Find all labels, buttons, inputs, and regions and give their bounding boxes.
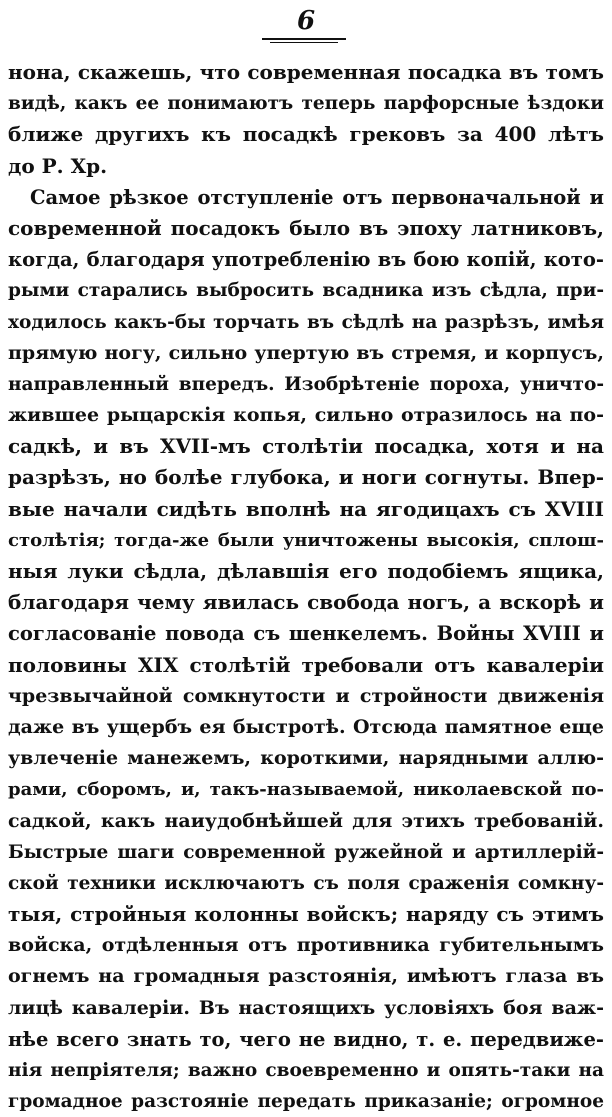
page-number: 6 bbox=[296, 6, 316, 36]
text-line: огнемъ на громадныя разстоянія, имѣютъ глаза въ bbox=[8, 965, 604, 988]
text-line: Самое рѣзкое отступленіе отъ первоначальной и bbox=[30, 185, 604, 209]
text-line: чрезвычайной сомкнутости и стройности движенія bbox=[8, 684, 604, 707]
text-line: половины XIX столѣтій требовали отъ кавалеріи bbox=[8, 652, 604, 677]
text-line: садкой, какъ наиудобнѣйшей для этихъ требованій. bbox=[8, 809, 604, 832]
text-line: войска, отдѣленныя отъ противника губительнымъ bbox=[8, 934, 604, 957]
text-line: направленный впередъ. Изобрѣтеніе пороха, уничто- bbox=[8, 373, 604, 395]
text-line: ближе другихъ къ посадкѣ грековъ за 400 лѣтъ bbox=[8, 122, 604, 147]
text-line: жившее рыцарскія копья, сильно отразилось на по- bbox=[8, 404, 604, 427]
header-rule-secondary bbox=[270, 42, 338, 43]
text-line: нія непріятеля; важно своевременно и опять-таки на bbox=[8, 1060, 604, 1081]
text-line: увлеченіе манежемъ, короткими, нарядными аллю- bbox=[8, 747, 604, 770]
text-line: ныя луки сѣдла, дѣлавшія его подобіемъ ящика, bbox=[8, 559, 604, 583]
text-line: даже въ ущербъ ея быстротѣ. Отсюда памятное еще bbox=[8, 715, 604, 738]
text-line: вые начали сидѣть вполнѣ на ягодицахъ съ XVIII bbox=[8, 496, 604, 521]
text-line: рами, сборомъ, и, такъ-называемой, николаевской по- bbox=[8, 779, 604, 801]
body-text bbox=[8, 57, 604, 1117]
text-line: прямую ногу, сильно упертую въ стремя, и корпусъ, bbox=[8, 341, 604, 364]
text-line: громадное разстояніе передать приказаніе; огромное bbox=[8, 1091, 604, 1113]
text-line: ходилось какъ-бы торчать въ сѣдлѣ на разрѣзъ, имѣя bbox=[8, 311, 604, 333]
text-line: ской техники исключаютъ съ поля сраженія сомкну- bbox=[8, 872, 604, 894]
text-line: благодаря чему явилась свобода ногъ, а вскорѣ и bbox=[8, 590, 604, 615]
text-line: рыми старались выбросить всадника изъ сѣдла, при- bbox=[8, 280, 604, 302]
header-rule bbox=[262, 38, 346, 40]
text-line: лицѣ кавалеріи. Въ настоящихъ условіяхъ боя важ- bbox=[8, 996, 604, 1019]
text-line: Быстрые шаги современной ружейной и артиллерій- bbox=[8, 841, 604, 863]
text-line: согласованіе повода съ шенкелемъ. Войны XVIII и bbox=[8, 622, 604, 646]
text-line: разрѣзъ, но болѣе глубока, и ноги согнуты. Впер- bbox=[8, 465, 604, 490]
text-line: столѣтія; тогда-же были уничтожены высокія, сплош- bbox=[8, 529, 604, 551]
text-line: видѣ, какъ ее понимаютъ теперь парфорсные ѣздоки bbox=[8, 93, 604, 115]
text-line: до Р. Хр. bbox=[8, 153, 108, 178]
text-line: нѣе всего знать то, чего не видно, т. е. передвиже- bbox=[8, 1027, 604, 1051]
text-line: тыя, стройныя колонны войскъ; наряду съ этимъ bbox=[8, 902, 604, 927]
text-line: когда, благодаря употребленію въ бою копій, кото- bbox=[8, 248, 604, 272]
text-line: современной посадокъ было въ эпоху латниковъ, bbox=[8, 215, 604, 240]
text-line: нона, скажешь, что современная посадка въ томъ bbox=[8, 60, 604, 84]
text-line: садкѣ, и въ XVII-мъ столѣтіи посадка, хотя и на bbox=[8, 434, 604, 459]
